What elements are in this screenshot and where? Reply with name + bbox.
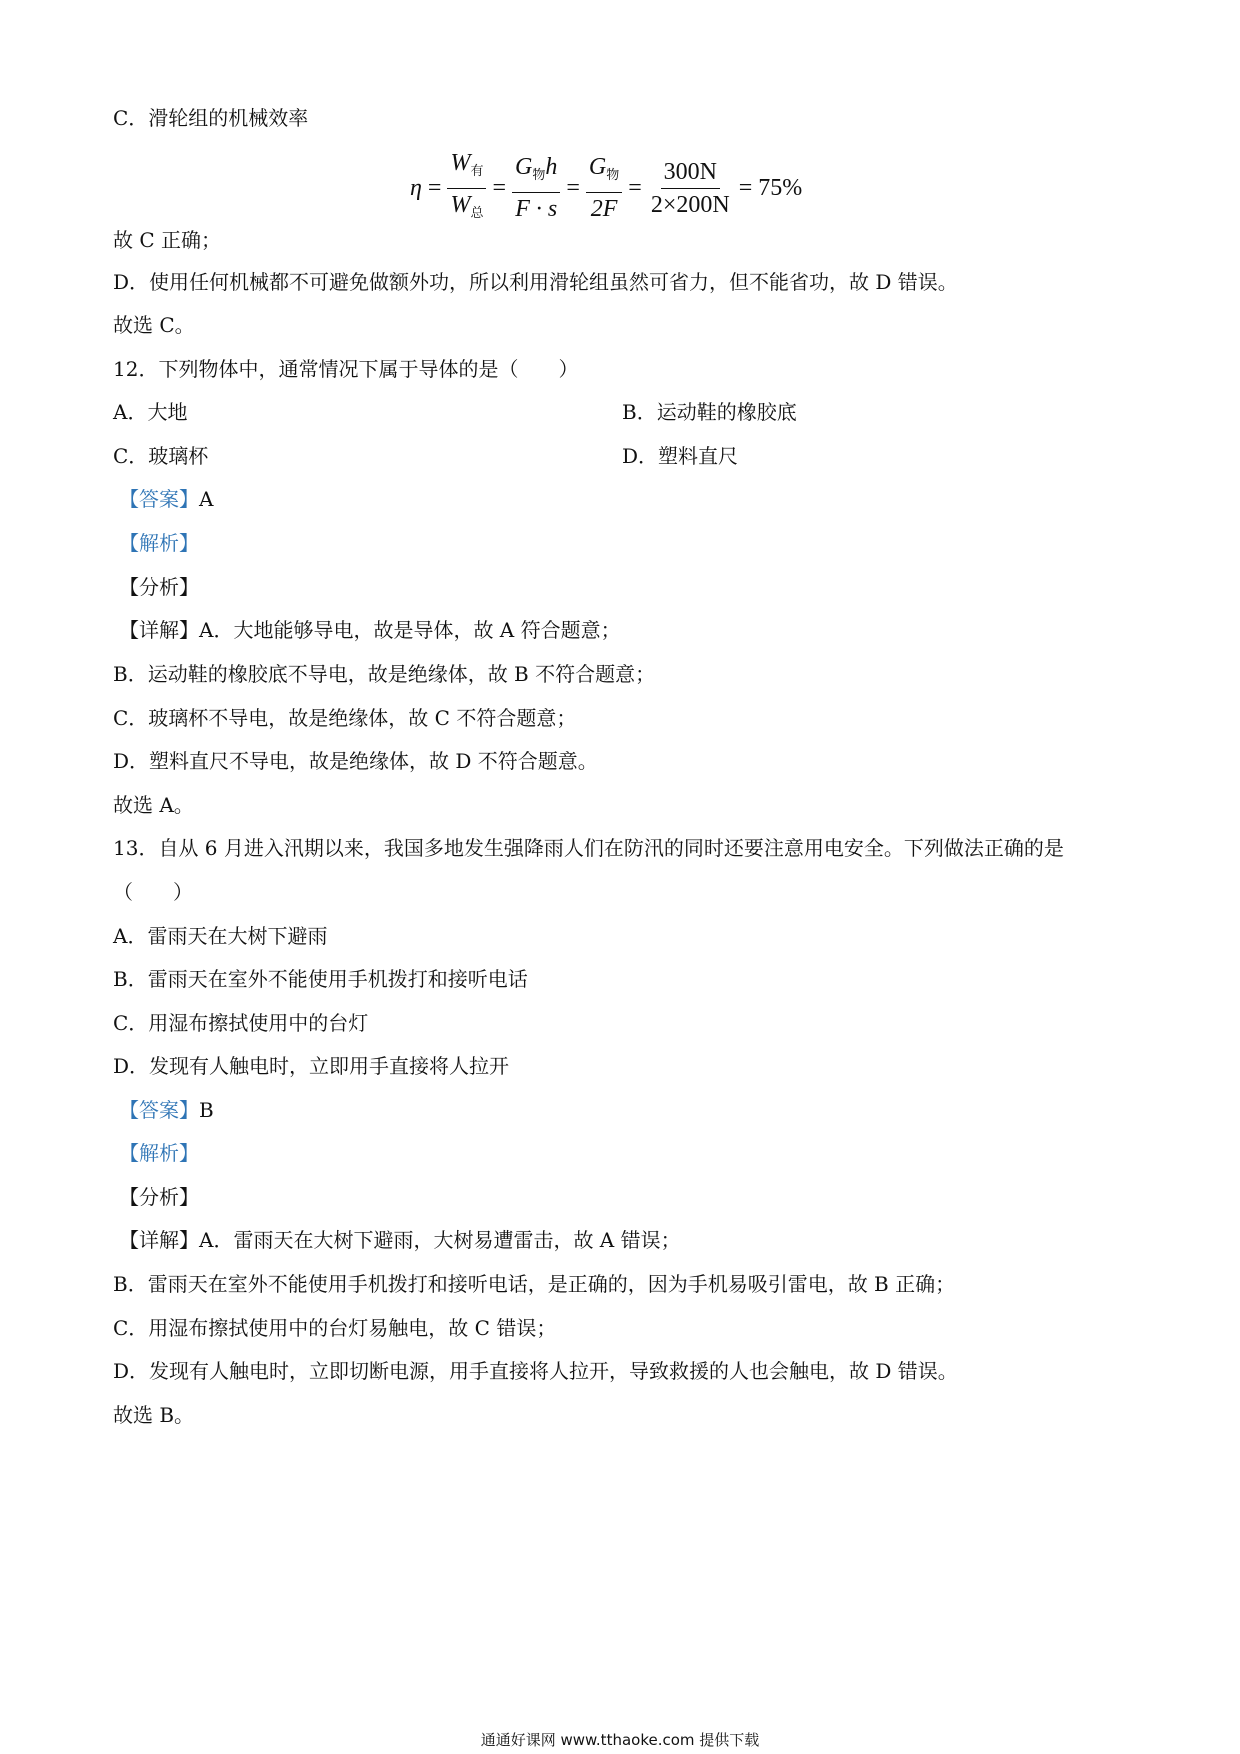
equals-sign: = (492, 174, 507, 201)
answer-tag: 【答案】 (119, 1098, 199, 1122)
page-footer: 通通好课网 www.tthaoke.com 提供下载 (480, 1731, 760, 1749)
text-line: 故 C 正确； (113, 228, 222, 252)
q12-option-d: D．塑料直尺 (622, 444, 739, 468)
q13-option-d: D．发现有人触电时，立即用手直接将人拉开 (113, 1054, 510, 1078)
q13-answer-line (119, 1096, 214, 1124)
q12-detail: 【详解】A．大地能够导电，故是导体，故 A 符合题意； (119, 618, 621, 642)
equals-sign: = (628, 174, 642, 201)
fraction-numeric: $\frac{300N}{2\times 200N}$ (650, 158, 730, 218)
q12-answer-line (119, 485, 213, 513)
q13-option-a: A．雷雨天在大树下避雨 (113, 924, 328, 948)
q13-detail: B．雷雨天在室外不能使用手机拨打和接听电话，是正确的，因为手机易吸引雷电，故 B 正确； (113, 1272, 956, 1296)
q13-detail: D．发现有人触电时，立即切断电源，用手直接将人拉开，导致救援的人也会触电，故 D 错误。 (113, 1359, 958, 1383)
q13-fenxi: 【分析】 (119, 1185, 199, 1209)
question-12-stem: 12．下列物体中，通常情况下属于导体的是（ ） (113, 357, 579, 381)
q13-detail: 【详解】A．雷雨天在大树下避雨，大树易遭雷击，故 A 错误； (119, 1228, 681, 1252)
q13-choose: 故选 B。 (113, 1403, 195, 1427)
q13-analysis-tag: 【解析】 (119, 1141, 199, 1165)
text-line: 故选 C。 (113, 313, 195, 337)
fraction-force-distance: $\frac{G_物h}{F \cdot s}$ (512, 153, 560, 223)
q12-choose: 故选 A。 (113, 793, 194, 817)
equals-sign: = (427, 174, 442, 201)
answer-value: A (199, 487, 214, 511)
fraction-weight-force: $\frac{G_物}{2F}$ (586, 153, 622, 223)
q12-detail: C．玻璃杯不导电，故是绝缘体，故 C 不符合题意； (113, 706, 577, 730)
text-line: D．使用任何机械都不可避免做额外功，所以利用滑轮组虽然可省力，但不能省功，故 D 错误。 (113, 270, 958, 294)
formula-result: 75% (758, 174, 803, 201)
q12-analysis-tag: 【解析】 (119, 531, 199, 555)
q13-option-c: C．用湿布擦拭使用中的台灯 (113, 1011, 369, 1035)
equals-sign: = (738, 174, 753, 201)
q12-option-c: C．玻璃杯 (113, 444, 209, 468)
q12-detail: B．运动鞋的橡胶底不导电，故是绝缘体，故 B 不符合题意； (113, 662, 656, 686)
answer-tag: 【答案】 (119, 487, 199, 511)
q12-detail: D．塑料直尺不导电，故是绝缘体，故 D 不符合题意。 (113, 749, 598, 773)
efficiency-formula (410, 149, 803, 224)
q12-option-a: A．大地 (113, 400, 188, 424)
question-13-stem-bracket: （ ） (113, 880, 193, 904)
option-c-intro: C．滑轮组的机械效率 (113, 106, 309, 130)
answer-value: B (199, 1098, 214, 1122)
q12-option-b: B．运动鞋的橡胶底 (622, 400, 797, 424)
q12-fenxi: 【分析】 (119, 575, 199, 599)
eta-symbol: η (410, 174, 422, 201)
q13-option-b: B．雷雨天在室外不能使用手机拨打和接听电话 (113, 967, 528, 991)
equals-sign: = (566, 174, 580, 201)
q13-detail: C．用湿布擦拭使用中的台灯易触电，故 C 错误； (113, 1316, 557, 1340)
fraction-work: $\frac{W_有}{W_总}$ (447, 149, 486, 228)
question-13-stem: 13．自从 6 月进入汛期以来，我国多地发生强降雨人们在防汛的同时还要注意用电安全。下列做法正确的是 (113, 836, 1064, 860)
